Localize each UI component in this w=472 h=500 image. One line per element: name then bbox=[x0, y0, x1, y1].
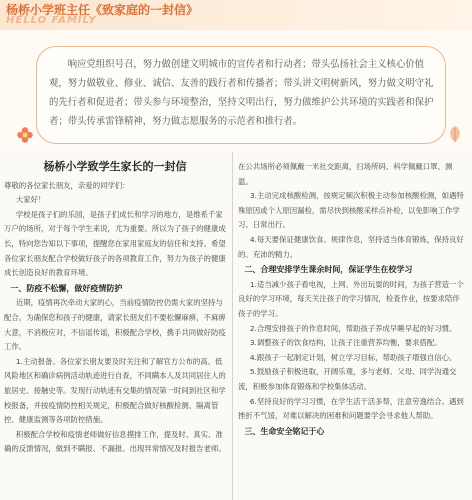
section-paragraph: 积极配合学校和疫情老师做好信息摸排工作，提及时、真实、准确的反馈情况，做到不瞒报、不漏报。出现异常情况及时报告老师。 bbox=[4, 429, 226, 454]
header-banner bbox=[0, 0, 472, 30]
letter-left-column bbox=[4, 160, 226, 457]
letter-right-column bbox=[238, 160, 466, 439]
leaf-decoration-icon bbox=[446, 124, 464, 144]
list-item: 2.合理安排孩子的作息时间，帮助孩子养成早睡早起的好习惯。 bbox=[249, 323, 457, 333]
section-paragraph: 近期，疫情再次牵动大家的心，当前疫情防控仍需大家的坚持与配合。为确保您和孩子的健康，请家长朋友们不要松懈麻痹，不麻痹大意，不消极应对，不信谣传谣，积极配合学校，携手共同做好防疫工作。 bbox=[4, 298, 226, 352]
banner-subtitle: HELLO FAMILY bbox=[6, 15, 97, 26]
callout-text: 响应党组织号召，努力做创建文明城市的宣传者和行动者；带头弘扬社会主义核心价值观，努力做敬业、修业、诚信、友善的践行者和传播者；带头讲文明树新风，努力做文明守礼的先行者和促进者；带头参与环境整治，坚持文明出行，努力做维护公共环境的实践者和保护者；带头传承雷锋精神，努力做志愿服务的示范者和推行者。 bbox=[49, 59, 434, 127]
banner-title: 杨桥小学班主任《致家庭的一封信》 bbox=[6, 3, 199, 17]
letter-title: 杨桥小学致学生家长的一封信 bbox=[43, 160, 187, 173]
list-item: 5.鼓励孩子积极进取，开阔乐观，多与老师、父母、同学沟通交流，积极参加体育锻炼和学校集体活动。 bbox=[238, 367, 457, 391]
section-heading: 二、合理安排学生课余时间，保证学生在校学习 bbox=[244, 265, 413, 275]
list-item: 6.坚持良好的学习习惯，在学生活干活多帮，注意劳逸结合。遇到挫折不气馁，对难以解决的困难和问题要学会寻求他人帮助。 bbox=[238, 396, 464, 421]
letter-lead-text: 在公共场所必须佩戴一米社交距离，扫场所码、科学佩戴口罩、测温。 bbox=[238, 162, 453, 186]
list-item: 4.跟孩子一起制定计划，树立学习目标，帮助孩子增强自信心。 bbox=[249, 352, 457, 362]
letter-salutation: 尊敬的各位家长朋友，亲爱的同学们： bbox=[4, 180, 130, 190]
section-heading: 一、防疫不松懈，做好疫情防护 bbox=[10, 283, 123, 293]
letter-intro: 学校是孩子们的乐园，是孩子们成长和学习的地方，是维系千家万户的场所，对于每个学生来说，尤为重要。所以为了孩子的健康成长，特向您告知以下事项，提醒您在家用家庭友的信任和支持。希望各位家长朋友配合学校做好孩子的各项教育工作，努力为孩子的健康成长创造良好的教育环境。 bbox=[4, 209, 226, 278]
list-item: 4.每天要保证健康饮食、规律作息，坚持适当体育锻炼，保持良好的、充沛的精力。 bbox=[238, 234, 464, 259]
letter-greeting: 大家好！ bbox=[15, 195, 46, 205]
flower-decoration-icon bbox=[16, 126, 34, 144]
section-heading: 三、生命安全铭记于心 bbox=[244, 426, 325, 436]
callout-section bbox=[0, 30, 472, 152]
section-paragraph: 1.主动报备。各位家长朋友要及时关注和了解官方公布的高、低风险地区和确诊病例活动轨迹进行自查，不同瞒本人及共同居住人的旅居史、接触史等。发现行动轨迹有交集的情况第一时间到社区和学校报备，并按疫情防控相关规定，积极配合做好核酸检测、隔离管控、健康监测等各项防控措施。 bbox=[4, 356, 226, 425]
callout-card bbox=[36, 46, 446, 144]
list-item: 3.调整孩子的饮食结构，让孩子注重营养均衡，要求搭配。 bbox=[249, 338, 442, 348]
list-item: 3.主动完成核酸检测，按规定频次积极主动参加核酸检测，如遇特殊原因或个人原因漏检，需尽快到核酸采样点补检，以免影响工作学习、日常出行。 bbox=[238, 191, 464, 230]
list-item: 1.适当减少孩子看电视，上网、外出玩耍的时间，为孩子营造一个良好的学习环境，每天关注孩子的学习情况，检查作业，按要求陪伴孩子的学习。 bbox=[238, 279, 464, 318]
letter-scan bbox=[0, 152, 472, 500]
